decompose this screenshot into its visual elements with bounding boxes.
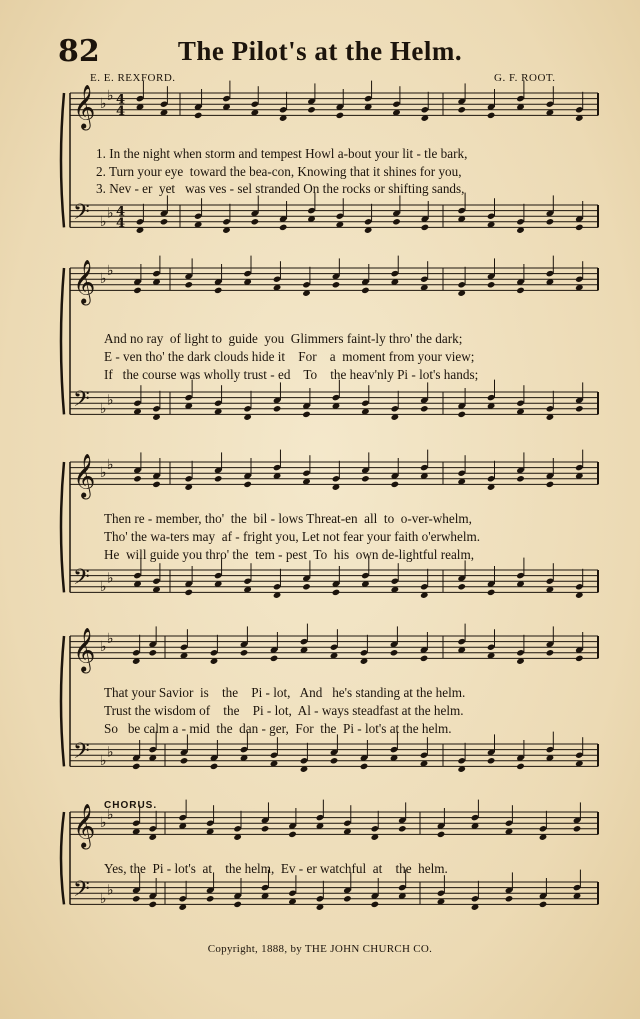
note-head — [214, 475, 223, 482]
note-head — [360, 763, 369, 770]
lyric-line: 3. Nev - er yet was ves - sel stranded On the rocks or shifting sands, — [96, 181, 465, 196]
flat-icon: ♭ — [107, 262, 114, 279]
flat-icon: ♭ — [100, 465, 107, 482]
note-head — [487, 757, 496, 764]
note-head — [437, 831, 446, 838]
note-head — [148, 901, 157, 908]
note-head — [279, 224, 288, 231]
note-head — [539, 901, 548, 908]
note-head — [148, 649, 157, 656]
note-head — [152, 481, 161, 488]
lyric-line: Tho' the wa-ters may af - fright you, Let not fear your faith o'erwhelm. — [104, 529, 481, 544]
flat-icon: ♭ — [100, 271, 107, 288]
note-head — [487, 112, 496, 119]
note-head — [206, 895, 215, 902]
lyric-line: And no ray of light to guide you Glimmers faint-ly thro' the dark; — [104, 331, 463, 346]
note-head — [307, 106, 316, 113]
note-head — [288, 831, 297, 838]
note-head — [184, 281, 193, 288]
lyric-line: That your Savior is the Pi - lot, And he's standing at the helm. — [104, 685, 466, 700]
bass-clef-icon: 𝄢 — [73, 386, 90, 417]
bass-clef-icon: 𝄢 — [73, 738, 90, 769]
time-signature: 4 — [116, 103, 126, 119]
flat-icon: ♭ — [107, 392, 114, 409]
time-signature: 4 — [116, 204, 126, 220]
note-head — [575, 655, 584, 662]
note-head — [261, 825, 270, 832]
bass-clef-icon: 𝄢 — [73, 199, 90, 230]
note-head — [398, 825, 407, 832]
lyric-line: 1. In the night when storm and tempest Howl a-bout your lit - tle bark, — [96, 146, 468, 161]
note-head — [160, 218, 169, 225]
brace-icon — [61, 636, 64, 766]
time-signature: 4 — [116, 92, 126, 108]
chorus-label: CHORUS. — [104, 800, 158, 811]
note-head — [546, 481, 555, 488]
flat-icon: ♭ — [100, 815, 107, 832]
note-head — [573, 825, 582, 832]
flat-icon: ♭ — [107, 806, 114, 823]
note-head — [575, 224, 584, 231]
brace-icon — [61, 268, 64, 414]
flat-icon: ♭ — [107, 570, 114, 587]
note-head — [273, 405, 282, 412]
note-head — [391, 481, 400, 488]
hymn-title: The Pilot's at the Helm. — [177, 36, 463, 66]
note-head — [421, 224, 430, 231]
treble-clef-icon: 𝄞 — [73, 259, 96, 304]
note-head — [361, 287, 370, 294]
note-head — [516, 475, 525, 482]
note-head — [516, 763, 525, 770]
flat-icon: ♭ — [100, 752, 107, 769]
lyric-line: Trust the wisdom of the Pi - lot, Al - ways steadfast at the helm. — [104, 703, 464, 718]
note-head — [371, 901, 380, 908]
flat-icon: ♭ — [100, 213, 107, 230]
treble-clef-icon: 𝄞 — [73, 84, 96, 129]
note-head — [420, 655, 429, 662]
flat-icon: ♭ — [107, 205, 114, 222]
lyric-line: He will guide you thro' the tem - pest To his own de-lightful realm, — [104, 547, 475, 562]
flat-icon: ♭ — [100, 96, 107, 113]
flat-icon: ♭ — [107, 630, 114, 647]
note-head — [330, 757, 339, 764]
note-head — [132, 763, 141, 770]
note-head — [132, 895, 141, 902]
note-head — [194, 112, 203, 119]
note-head — [575, 405, 584, 412]
composer-credit: G. F. ROOT. — [494, 72, 556, 84]
note-head — [133, 287, 142, 294]
note-head — [487, 589, 496, 596]
note-head — [457, 106, 466, 113]
note-head — [505, 895, 514, 902]
bass-clef-icon: 𝄢 — [73, 564, 90, 595]
flat-icon: ♭ — [100, 400, 107, 417]
note-head — [302, 583, 311, 590]
note-head — [420, 405, 429, 412]
note-head — [243, 481, 252, 488]
lyric-line: If the course was wholly trust - ed To the heav'nly Pi - lot's hands; — [104, 367, 479, 382]
flat-icon: ♭ — [107, 456, 114, 473]
flat-icon: ♭ — [100, 890, 107, 907]
note-head — [233, 901, 242, 908]
note-head — [343, 895, 352, 902]
note-head — [270, 655, 279, 662]
note-head — [251, 218, 260, 225]
copyright-notice: Copyright, 1888, by THE JOHN CHURCH CO. — [207, 943, 433, 955]
note-head — [210, 763, 219, 770]
flat-icon: ♭ — [107, 882, 114, 899]
note-head — [546, 218, 555, 225]
treble-clef-icon: 𝄞 — [73, 453, 96, 498]
note-head — [180, 757, 189, 764]
lyric-line: Yes, the Pi - lot's at the helm, Ev - er watchful at the helm. — [104, 861, 448, 876]
flat-icon: ♭ — [100, 639, 107, 656]
bass-clef-icon: 𝄢 — [73, 876, 90, 907]
lyric-line: So be calm a - mid the dan - ger, For the Pi - lot's at the helm. — [104, 721, 452, 736]
note-head — [487, 281, 496, 288]
flat-icon: ♭ — [107, 744, 114, 761]
note-head — [302, 411, 311, 418]
treble-clef-icon: 𝄞 — [73, 803, 96, 848]
note-head — [214, 287, 223, 294]
note-head — [184, 589, 193, 596]
lyric-line: 2. Turn your eye toward the bea-con, Knowing that it shines for you, — [96, 164, 462, 179]
treble-clef-icon: 𝄞 — [73, 627, 96, 672]
note-head — [457, 411, 466, 418]
note-head — [332, 281, 341, 288]
brace-icon — [61, 812, 64, 904]
hymn-number: 82 — [58, 34, 100, 69]
lyric-line: E - ven tho' the dark clouds hide it For a moment from your view; — [104, 349, 475, 364]
brace-icon — [61, 462, 64, 592]
note-head — [457, 583, 466, 590]
brace-icon — [61, 93, 64, 227]
lyric-line: Then re - member, tho' the bil - lows Threat-en all to o-ver-whelm, — [104, 511, 472, 526]
flat-icon: ♭ — [107, 87, 114, 104]
note-head — [133, 475, 142, 482]
note-head — [546, 649, 555, 656]
note-head — [392, 218, 401, 225]
note-head — [516, 287, 525, 294]
note-head — [240, 649, 249, 656]
note-head — [332, 589, 341, 596]
note-head — [336, 112, 345, 119]
time-signature: 4 — [116, 215, 126, 231]
flat-icon: ♭ — [100, 578, 107, 595]
note-head — [361, 475, 370, 482]
note-head — [390, 649, 399, 656]
lyricist-credit: E. E. REXFORD. — [90, 72, 176, 84]
